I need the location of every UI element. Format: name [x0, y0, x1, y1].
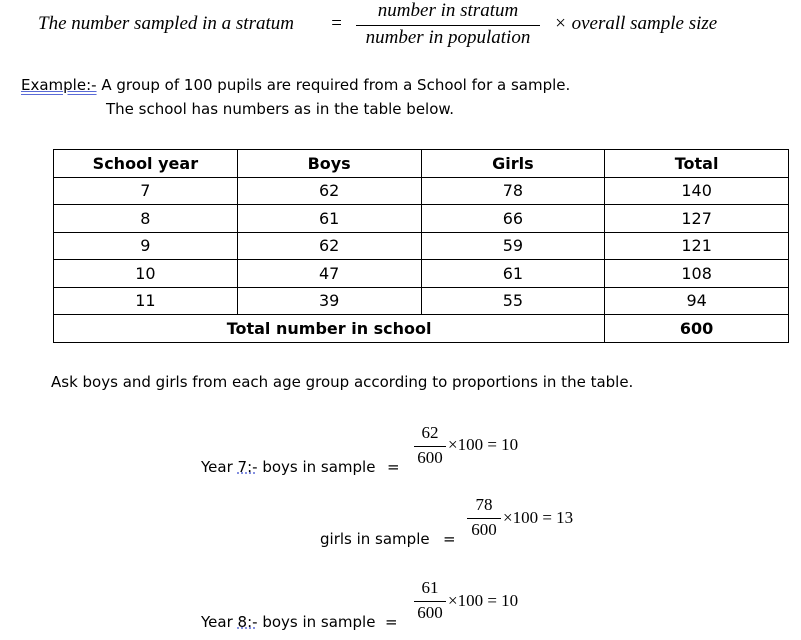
calc-result: ×100 = 10: [448, 435, 519, 454]
header-total: Total: [605, 150, 789, 178]
total-label: Total number in school: [54, 315, 605, 343]
cell-boys: 39: [237, 287, 421, 315]
calc-denominator: 600: [417, 603, 443, 622]
header-girls: Girls: [421, 150, 605, 178]
calc-fraction: [414, 423, 446, 468]
table-row: [54, 205, 789, 233]
year-prefix: Year: [201, 458, 238, 476]
calc-year7-boys-label: [201, 458, 375, 476]
calc-equals: =: [443, 530, 456, 548]
year-label: 8:-: [237, 613, 258, 631]
formula-fraction: [356, 0, 540, 49]
cell-total: 108: [605, 260, 789, 288]
calc-year8-boys-label: [201, 613, 375, 631]
calc-year7-girls-label: girls in sample: [320, 530, 430, 548]
cell-year: 10: [54, 260, 238, 288]
cell-year: 7: [54, 177, 238, 205]
table-row: [54, 177, 789, 205]
table-row: [54, 260, 789, 288]
cell-total: 127: [605, 205, 789, 233]
table-header-row: [54, 150, 789, 178]
cell-girls: 78: [421, 177, 605, 205]
calc-numerator: 62: [421, 423, 439, 442]
cell-boys: 62: [237, 232, 421, 260]
calc-equals: =: [385, 613, 398, 631]
cell-girls: 66: [421, 205, 605, 233]
cell-boys: 62: [237, 177, 421, 205]
cell-year: 9: [54, 232, 238, 260]
calc-fraction: [467, 495, 501, 540]
cell-girls: 55: [421, 287, 605, 315]
example-line-2: The school has numbers as in the table below.: [106, 100, 455, 118]
calc-text: boys in sample: [257, 613, 376, 631]
year-label: 7:-: [237, 458, 258, 476]
calc-result: ×100 = 10: [448, 591, 519, 610]
formula-rhs: × overall sample size: [554, 13, 718, 34]
formula-lhs: The number sampled in a stratum: [38, 13, 294, 34]
school-table: [53, 149, 789, 343]
calc-denominator: 600: [417, 448, 443, 467]
calc-fraction: [414, 578, 446, 623]
formula-equals: =: [330, 13, 343, 34]
cell-year: 8: [54, 205, 238, 233]
calc-text: boys in sample: [257, 458, 376, 476]
calc-numerator: 61: [421, 578, 439, 597]
header-school-year: School year: [54, 150, 238, 178]
calc-denominator: 600: [471, 520, 497, 539]
cell-boys: 61: [237, 205, 421, 233]
example-line-1: [21, 76, 570, 94]
calc-numerator: 78: [475, 495, 493, 514]
cell-boys: 47: [237, 260, 421, 288]
cell-year: 11: [54, 287, 238, 315]
calc-equals: =: [387, 458, 400, 476]
header-boys: Boys: [237, 150, 421, 178]
example-text: A group of 100 pupils are required from a School for a sample.: [96, 76, 571, 94]
formula-numerator: number in stratum: [377, 0, 519, 21]
calc-result: ×100 = 13: [503, 508, 574, 527]
table-total-row: [54, 315, 789, 343]
cell-girls: 61: [421, 260, 605, 288]
example-label: Example:-: [21, 76, 97, 94]
cell-total: 140: [605, 177, 789, 205]
instruction-text: Ask boys and girls from each age group according to proportions in the table.: [51, 373, 634, 391]
table-row: [54, 287, 789, 315]
table-row: [54, 232, 789, 260]
cell-girls: 59: [421, 232, 605, 260]
total-value: 600: [605, 315, 789, 343]
cell-total: 94: [605, 287, 789, 315]
year-prefix: Year: [201, 613, 238, 631]
cell-total: 121: [605, 232, 789, 260]
formula-denominator: number in population: [365, 27, 531, 48]
